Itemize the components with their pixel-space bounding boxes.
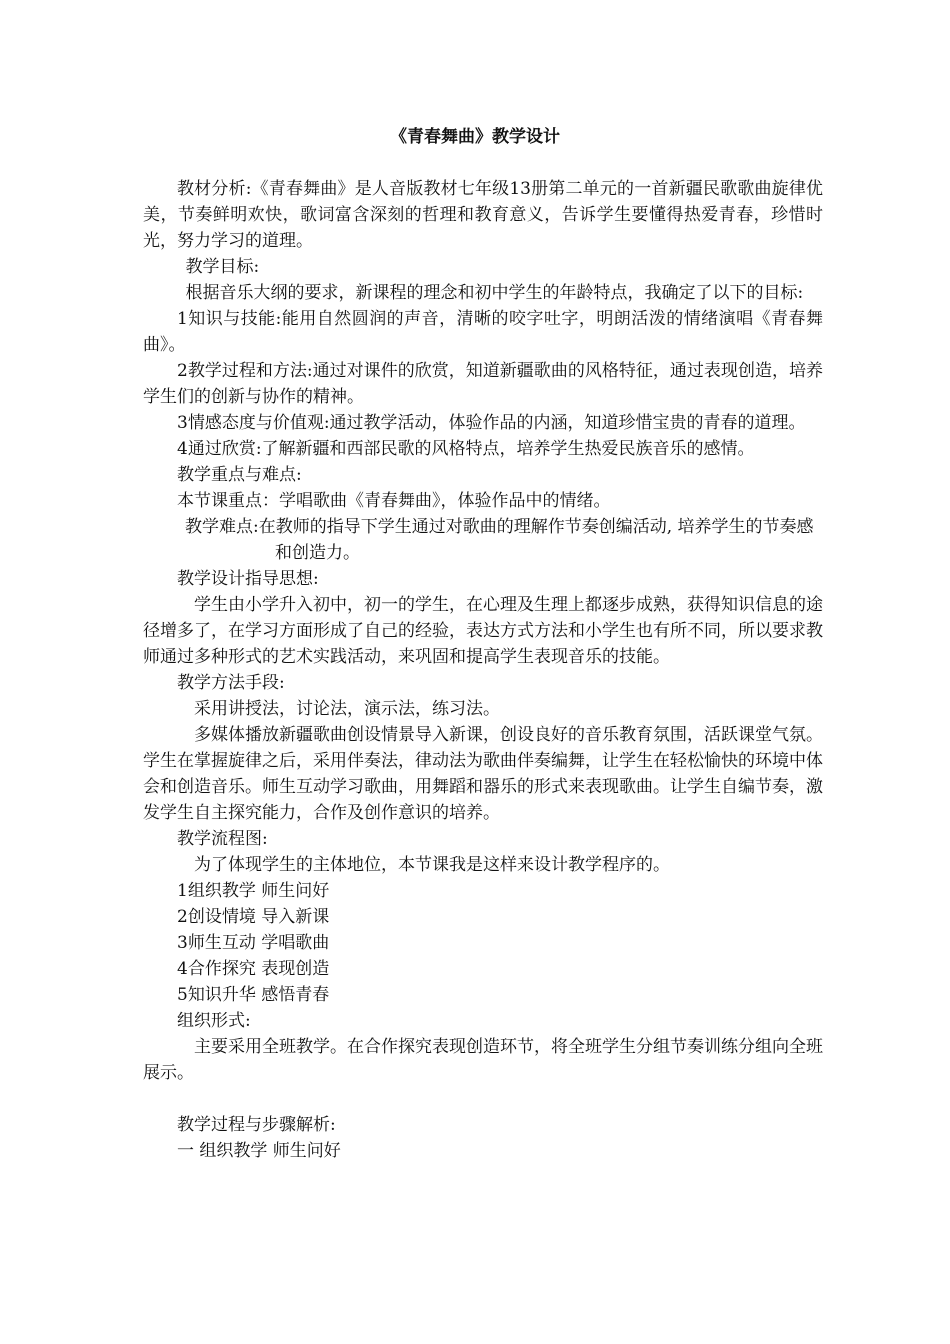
flow-step-1: 1组织教学 师生问好 — [177, 881, 330, 901]
paragraph-guiding-idea: 学生由小学升入初中，初一的学生，在心理及生理上都逐步成熟，获得知识信息的途径增多了，在学习方面形成了自己的经验，表达方式方法和小学生也有所不同，所以要求教师通过多种形式的艺术实践活动，来巩固和提高学生表现音乐的技能。 — [143, 595, 823, 667]
process-step-1: 一 组织教学 师生问好 — [177, 1141, 341, 1161]
heading-organization: 组织形式: — [177, 1011, 251, 1031]
goal-item-1: 1知识与技能:能用自然圆润的声音，清晰的咬字吐字，明朗活泼的情绪演唱《青春舞曲》。 — [143, 309, 823, 355]
paragraph-organization: 主要采用全班教学。在合作探究表现创造环节，将全班学生分组节奏训练分组向全班展示。 — [143, 1037, 823, 1083]
paragraph-flowchart-intro: 为了体现学生的主体地位，本节课我是这样来设计教学程序的。 — [194, 855, 670, 875]
goal-item-4: 4通过欣赏:了解新疆和西部民歌的风格特点，培养学生热爱民族音乐的感情。 — [177, 439, 755, 459]
flow-step-3: 3师生互动 学唱歌曲 — [177, 933, 330, 953]
paragraph-difficulty: 教学难点:在教师的指导下学生通过对歌曲的理解作节奏创编活动, 培养学生的节奏感和创造力。 — [185, 517, 814, 563]
paragraph-goals-intro: 根据音乐大纲的要求，新课程的理念和初中学生的年龄特点，我确定了以下的目标: — [185, 283, 804, 303]
paragraph-methods-list: 采用讲授法，讨论法，演示法，练习法。 — [194, 699, 500, 719]
heading-teaching-goals: 教学目标: — [185, 257, 260, 277]
flow-step-5: 5知识升华 感悟青春 — [177, 985, 330, 1005]
heading-key-points: 教学重点与难点: — [177, 465, 302, 485]
heading-guiding-idea: 教学设计指导思想: — [177, 569, 319, 589]
flow-step-2: 2创设情境 导入新课 — [177, 907, 330, 927]
heading-flowchart: 教学流程图: — [177, 829, 268, 849]
paragraph-textbook-analysis: 教材分析:《青春舞曲》是人音版教材七年级13册第二单元的一首新疆民歌歌曲旋律优美，节奏鲜明欢快，歌词富含深刻的哲理和教育意义，告诉学生要懂得热爱青春，珍惜时光，努力学习的道理。 — [143, 179, 823, 251]
flow-step-4: 4合作探究 表现创造 — [177, 959, 330, 979]
heading-methods: 教学方法手段: — [177, 673, 285, 693]
paragraph-multimedia: 多媒体播放新疆歌曲创设情景导入新课，创设良好的音乐教育氛围，活跃课堂气氛。学生在掌握旋律之后，采用伴奏法，律动法为歌曲伴奏编舞，让学生在轻松愉快的环境中体会和创造音乐。师生互动学习歌曲，用舞蹈和器乐的形式来表现歌曲。让学生自编节奏，激发学生自主探究能力，合作及创作意识的培养。 — [143, 725, 823, 823]
paragraph-key-point: 本节课重点：学唱歌曲《青春舞曲》，体验作品中的情绪。 — [177, 491, 611, 511]
goal-item-3: 3情感态度与价值观:通过教学活动，体验作品的内涵，知道珍惜宝贵的青春的道理。 — [177, 413, 806, 433]
blank-line — [143, 1086, 823, 1112]
heading-process: 教学过程与步骤解析: — [177, 1115, 336, 1135]
goal-item-2: 2教学过程和方法:通过对课件的欣赏，知道新疆歌曲的风格特征，通过表现创造，培养学生们的创新与协作的精神。 — [143, 361, 823, 407]
document-title: 《青春舞曲》教学设计 — [390, 127, 560, 147]
document-body — [143, 176, 823, 1164]
